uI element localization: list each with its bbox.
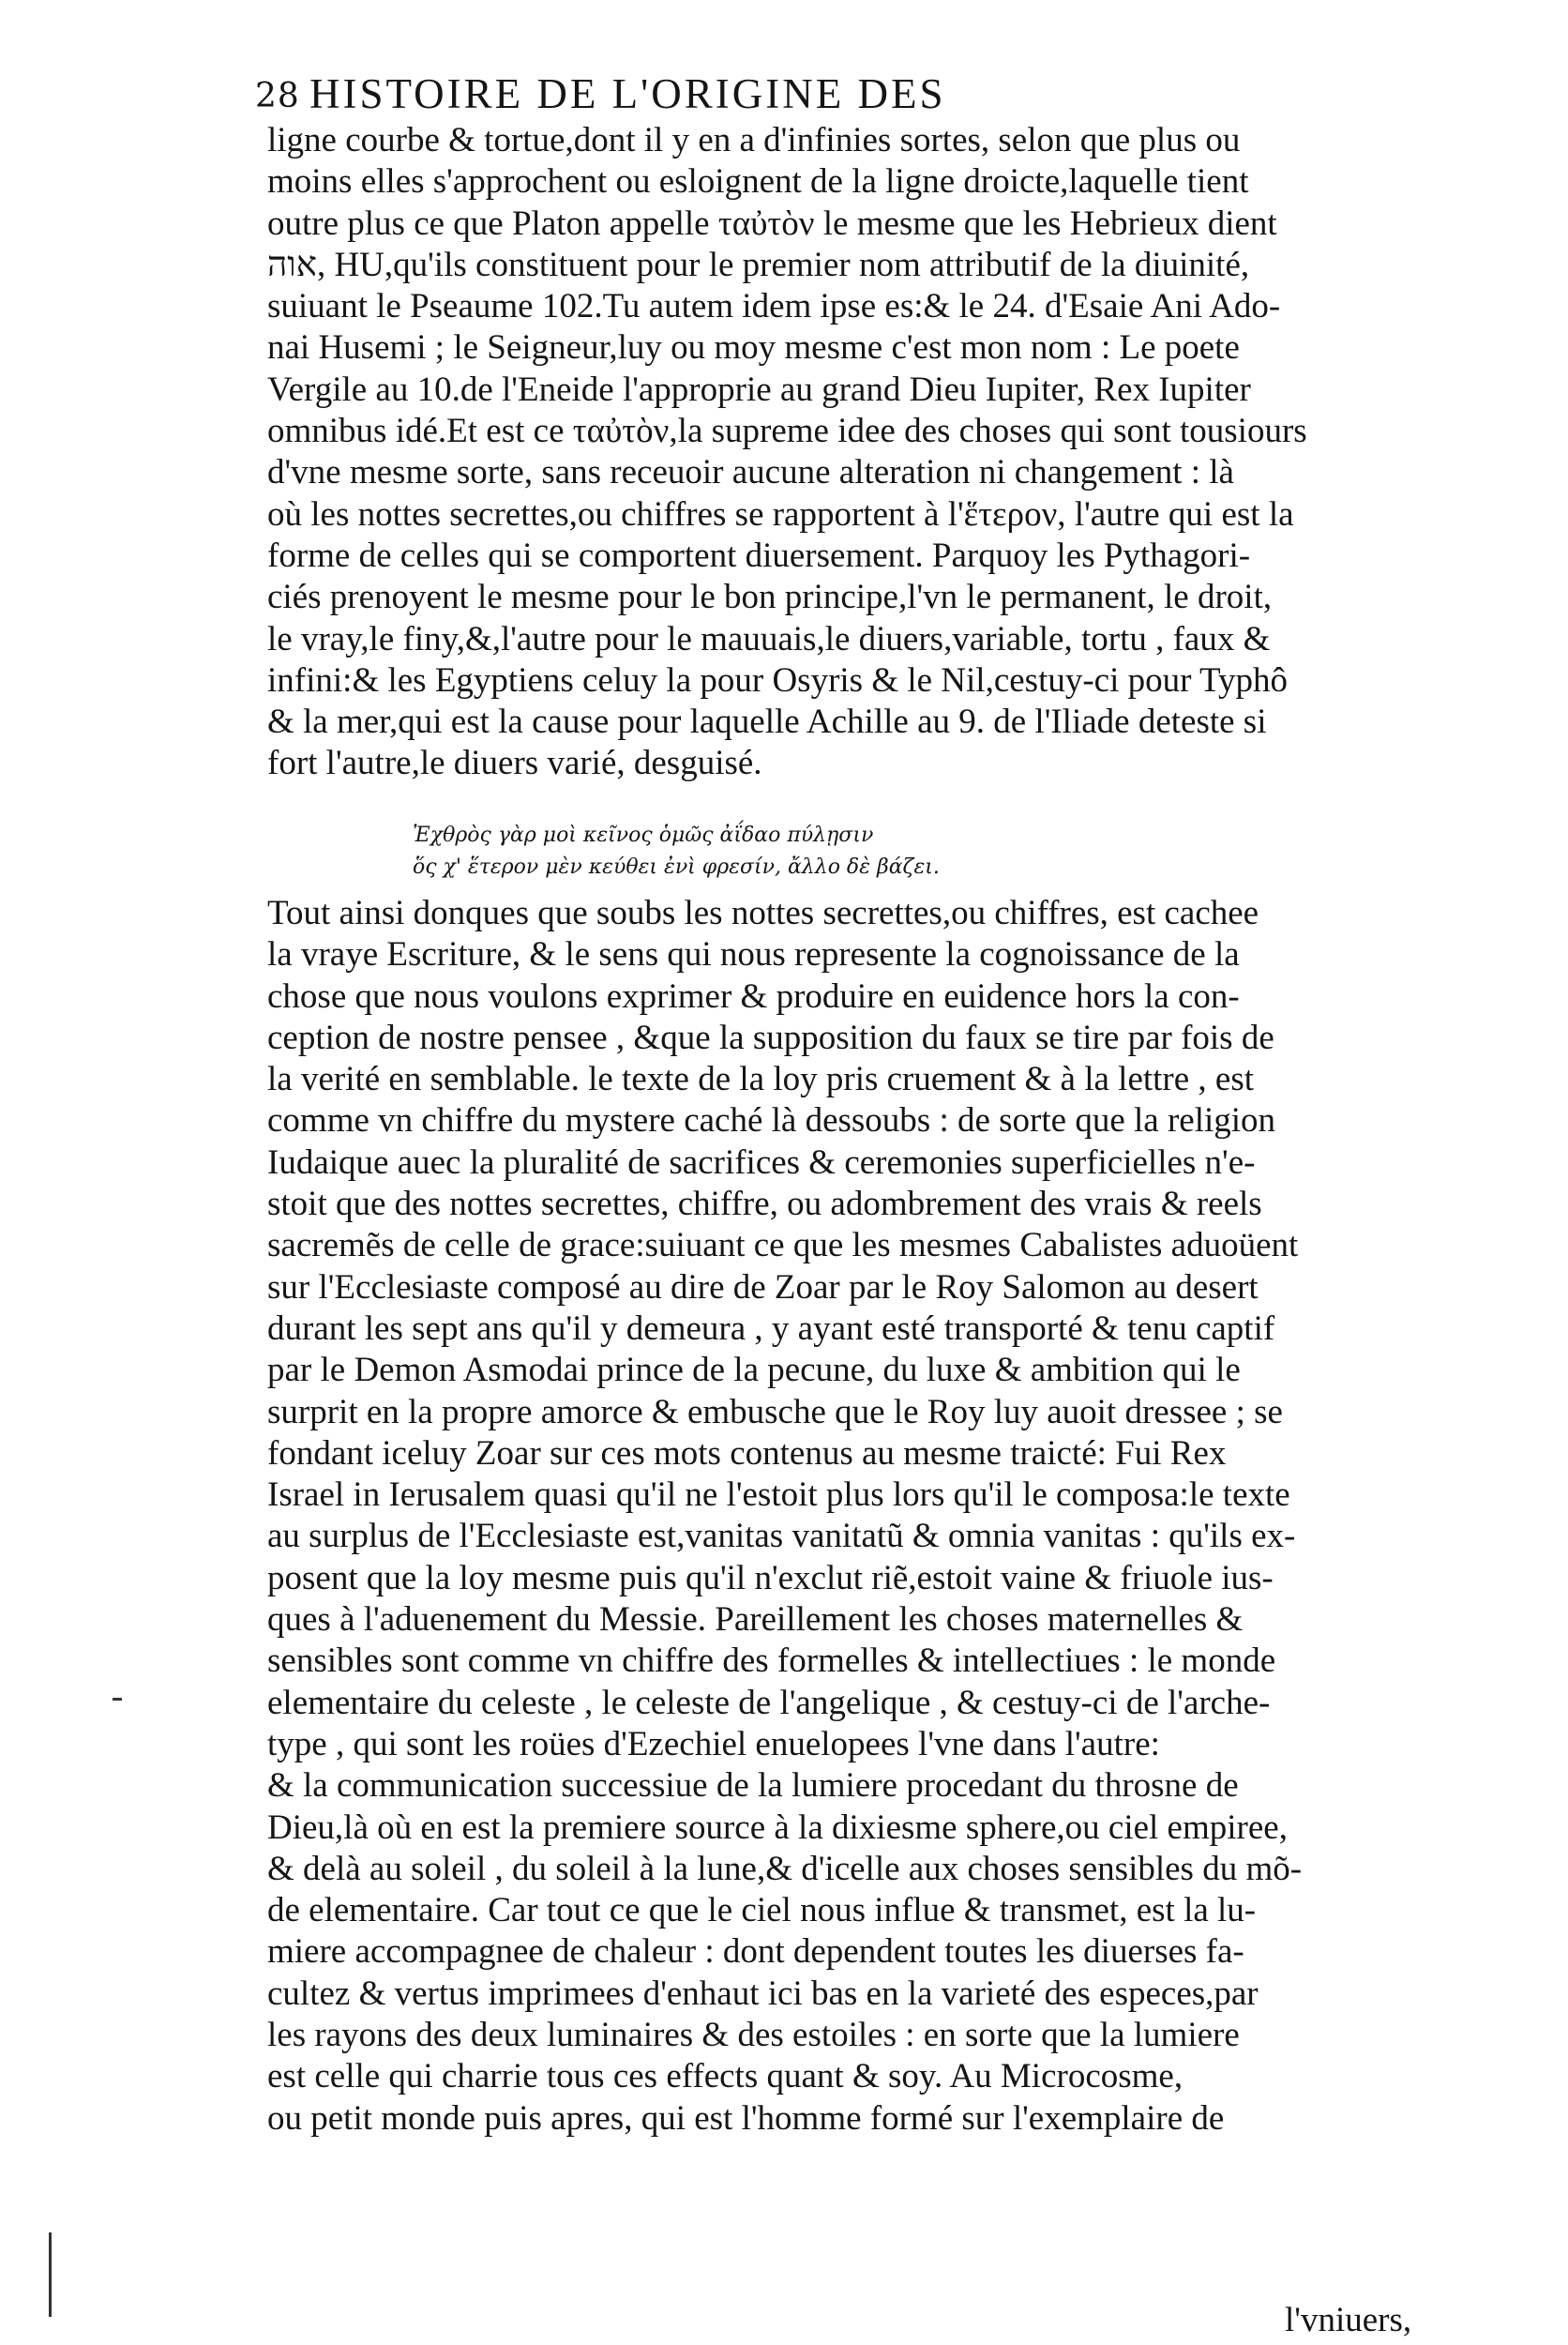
text-line: elementaire du celeste , le celeste de l'angelique , & cestuy-ci de l'arche- [267, 1683, 1271, 1722]
page-number: 28 [255, 77, 300, 115]
text-line: Iudaique auec la pluralité de sacrifices & ceremonies superficielles n'e- [267, 1142, 1256, 1182]
text-line: par le Demon Asmodai prince de la pecune, du luxe & ambition qui le [267, 1351, 1241, 1390]
text-line: durant les sept ans qu'il y demeura , y ayant esté transporté & tenu captif [267, 1309, 1275, 1348]
text-line: moins elles s'approchent ou esloignent de la ligne droicte,laquelle tient [267, 162, 1249, 202]
text-line: les rayons des deux luminaires & des estoiles : en sorte que la lumiere [267, 2016, 1240, 2055]
text-line: type , qui sont les roües d'Ezechiel enuelopees l'vne dans l'autre: [267, 1724, 1160, 1763]
text-line: sur l'Ecclesiaste composé au dire de Zoar par le Roy Salomon au desert [267, 1267, 1259, 1307]
greek-verse-quotation [413, 820, 1069, 884]
text-line: cultez & vertus imprimees d'enhaut ici bas en la varieté des especes,par [267, 1974, 1259, 2013]
paragraph-2 [267, 893, 1435, 2140]
text-line: où les nottes secrettes,ou chiffres se rapportent à l'ἕτερον, l'autre qui est la [267, 494, 1294, 534]
text-line: Israel in Ierusalem quasi qu'il ne l'estoit plus lors qu'il le composa:le texte [267, 1475, 1290, 1515]
text-line: nai Husemi ; le Seigneur,luy ou moy mesme c'est mon nom : Le poete [267, 328, 1240, 368]
text-line: chose que nous voulons exprimer & produire en euidence hors la con- [267, 976, 1240, 1016]
margin-rule-mark [49, 2232, 52, 2317]
text-line: omnibus idé.Et est ce ταὐτὸν,la supreme idee des choses qui sont tousiours [267, 412, 1307, 451]
text-line: & la communication successiue de la lumiere procedant du throsne de [267, 1766, 1239, 1806]
text-line: Tout ainsi donques que soubs les nottes secrettes,ou chiffres, est cachee [267, 894, 1259, 932]
text-line: ception de nostre pensee , &que la supposition du faux se tire par fois de [267, 1018, 1274, 1057]
text-line: d'vne mesme sorte, sans receuoir aucune alteration ni changement : là [267, 453, 1234, 492]
text-line: le vray,le finy,&,l'autre pour le mauuais,le diuers,variable, tortu , faux & [267, 619, 1271, 658]
text-line: ques à l'aduenement du Messie. Pareillement les choses maternelles & [267, 1600, 1244, 1640]
text-line: surprit en la propre amorce & embusche que le Roy luy auoit dressee ; se [267, 1392, 1283, 1431]
text-line: posent que la loy mesme puis qu'il n'exclut riẽ,estoit vaine & friuole ius- [267, 1558, 1274, 1597]
text-line: miere accompagnee de chaleur : dont dependent toutes les diuerses fa- [267, 1932, 1244, 1972]
verse-line: Ἐχθρὸς γὰρ μοὶ κεῖνος ὁμῶς ἀΐδαο πύλῃσιν [413, 824, 874, 847]
text-line: est celle qui charrie tous ces effects quant & soy. Au Microcosme, [267, 2057, 1184, 2096]
text-line: & delà au soleil , du soleil à la lune,& d'icelle aux choses sensibles du mõ- [267, 1849, 1303, 1888]
text-line: la verité en semblable. le texte de la loy pris cruement & à la lettre , est [267, 1060, 1255, 1099]
running-title: HISTOIRE DE L'ORIGINE DES [309, 70, 946, 117]
text-line: outre plus ce que Platon appelle ταὐτὸν le mesme que les Hebrieux dient [267, 204, 1277, 243]
text-line: au surplus de l'Ecclesiaste est,vanitas vanitatũ & omnia vanitas : qu'ils ex- [267, 1517, 1296, 1556]
text-line: de elementaire. Car tout ce que le ciel nous influe & transmet, est la lu- [267, 1891, 1257, 1930]
text-line: forme de celles qui se comportent diuersement. Parquoy les Pythagori- [267, 536, 1251, 575]
margin-dash-mark [113, 1698, 122, 1701]
text-line: & la mer,qui est la cause pour laquelle Achille au 9. de l'Iliade deteste si [267, 703, 1267, 742]
text-line: la vraye Escriture, & le sens qui nous represente la cognoissance de la [267, 935, 1240, 975]
text-line: stoit que des nottes secrettes, chiffre, ou adombrement des vrais & reels [267, 1185, 1262, 1224]
text-line: אוה, HU,qu'ils constituent pour le premier nom attributif de la diuinité, [267, 245, 1250, 284]
text-line: infini:& les Egyptiens celuy la pour Osyris & le Nil,cestuy-ci pour Typhô [267, 660, 1289, 700]
text-line: ligne courbe & tortue,dont il y en a d'infinies sortes, selon que plus ou [267, 121, 1241, 159]
text-line: Dieu,là où en est la premiere source à la dixiesme sphere,ou ciel empiree, [267, 1808, 1288, 1847]
verse-line: ὅς χ' ἕτερον μὲν κεύθει ἐνὶ φρεσίν, ἄλλο δὲ βάζει. [413, 855, 940, 879]
text-line: fort l'autre,le diuers varié, desguisé. [267, 744, 762, 783]
text-line: ciés prenoyent le mesme pour le bon principe,l'vn le permanent, le droit, [267, 578, 1273, 617]
page-header [255, 56, 1287, 118]
text-line: sacremẽs de celle de grace:suiuant ce que les mesmes Cabalistes aduoüent [267, 1226, 1299, 1265]
text-line: suiuant le Pseaume 102.Tu autem idem ipse es:& le 24. d'Esaie Ani Ado- [267, 287, 1281, 326]
text-line: Vergile au 10.de l'Eneide l'approprie au grand Dieu Iupiter, Rex Iupiter [267, 370, 1251, 409]
text-line: sensibles sont comme vn chiffre des formelles & intellectiues : le monde [267, 1642, 1276, 1681]
text-line: comme vn chiffre du mystere caché là dessoubs : de sorte que la religion [267, 1101, 1276, 1141]
text-line: fondant iceluy Zoar sur ces mots contenus au mesme traicté: Fui Rex [267, 1433, 1227, 1473]
text-line: ou petit monde puis apres, qui est l'homme formé sur l'exemplaire de [267, 2098, 1225, 2138]
catchword: l'vniuers, [1285, 2301, 1412, 2339]
paragraph-1 [267, 120, 1435, 785]
